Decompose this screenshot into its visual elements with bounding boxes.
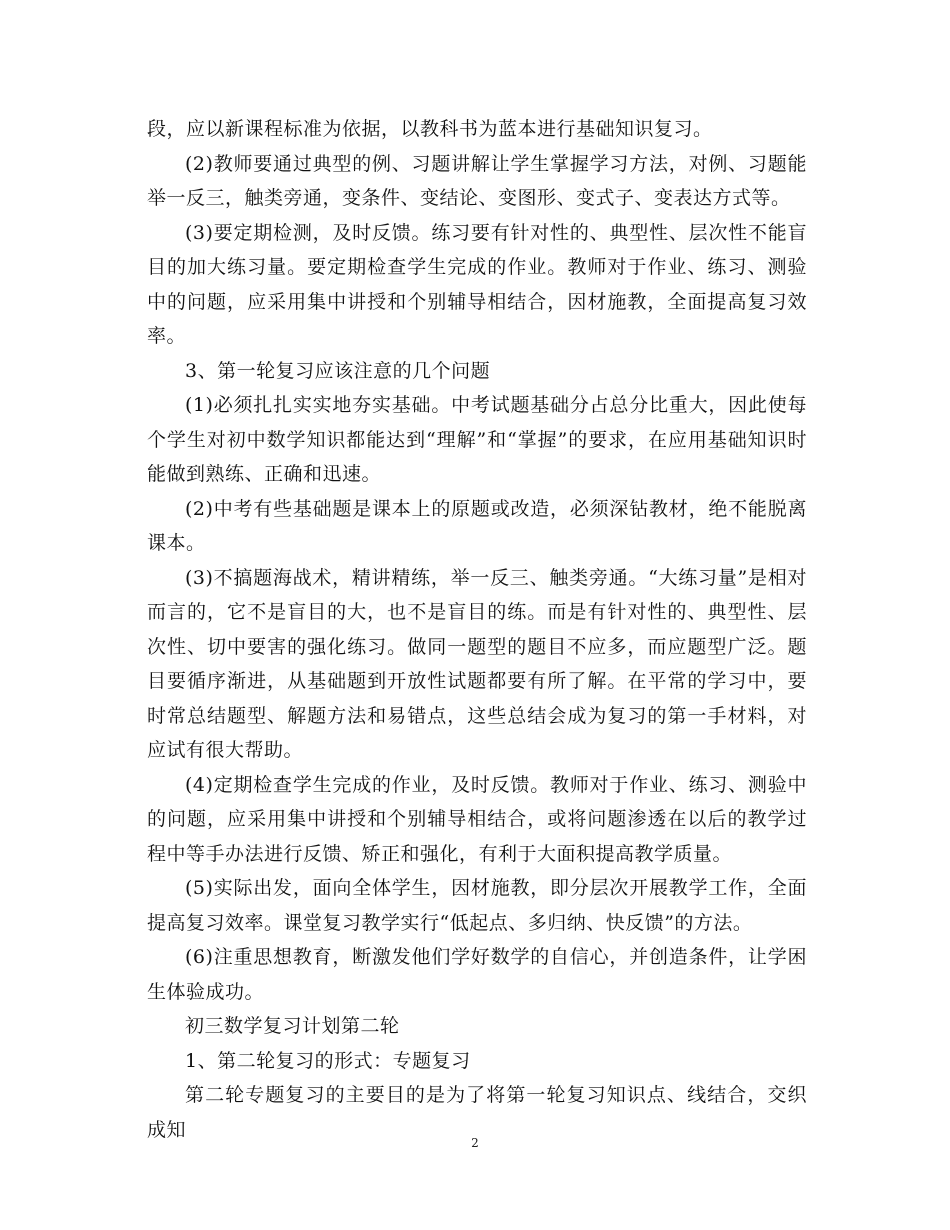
section-heading-second-round: 初三数学复习计划第二轮 (185, 1015, 400, 1037)
paragraph-issue-2: (2)中考有些基础题是课本上的原题或改造，必须深钻教材，绝不能脱离课本。 (147, 497, 807, 554)
subheading-second-round-form: 1、第二轮复习的形式：专题复习 (185, 1049, 471, 1072)
paragraph-issue-6: (6)注重思想教育，断激发他们学好数学的自信心，并创造条件，让学困生体验成功。 (147, 946, 807, 1003)
section-heading-first-round-issues: 3、第一轮复习应该注意的几个问题 (185, 359, 491, 382)
document-body (147, 112, 807, 1147)
paragraph-issue-5: (5)实际出发，面向全体学生，因材施教，即分层次开展教学工作，全面提高复习效率。课堂复习教学实行“低起点、多归纳、快反馈”的方法。 (147, 877, 807, 934)
paragraph-item-2: (2)教师要通过典型的例、习题讲解让学生掌握学习方法，对例、习题能举一反三，触类旁通，变条件、变结论、变图形、变式子、变表达方式等。 (147, 152, 807, 209)
paragraph-issue-4: (4)定期检查学生完成的作业，及时反馈。教师对于作业、练习、测验中的问题，应采用集中讲授和个别辅导相结合，或将问题渗透在以后的教学过程中等手办法进行反馈、矫正和强化，有利于大面积提高教学质量。 (147, 773, 807, 865)
paragraph-issue-1: (1)必须扎扎实实地夯实基础。中考试题基础分占总分比重大，因此使每个学生对初中数学知识都能达到“理解”和“掌握”的要求，在应用基础知识时能做到熟练、正确和迅速。 (147, 394, 807, 485)
paragraph-continuation: 段，应以新课程标准为依据，以教科书为蓝本进行基础知识复习。 (147, 118, 713, 140)
paragraph-second-round-purpose: 第二轮专题复习的主要目的是为了将第一轮复习知识点、线结合，交织成知 (147, 1084, 807, 1141)
page-number: 2 (471, 1136, 479, 1150)
paragraph-issue-3: (3)不搞题海战术，精讲精练，举一反三、触类旁通。“大练习量”是相对而言的，它不是盲目的大，也不是盲目的练。而是有针对性的、典型性、层次性、切中要害的强化练习。做同一题型的题目不应多，而应题型广泛。题目要循序渐进，从基础题到开放性试题都要有所了解。在平常的学习中，要时常总结题型、解题方法和易错点，这些总结会成为复习的第一手材料，对应试有很大帮助。 (147, 566, 807, 761)
paragraph-item-3: (3)要定期检测，及时反馈。练习要有针对性的、典型性、层次性不能盲目的加大练习量。要定期检查学生完成的作业。教师对于作业、练习、测验中的问题，应采用集中讲授和个别辅导相结合，因材施教，全面提高复习效率。 (147, 221, 807, 347)
